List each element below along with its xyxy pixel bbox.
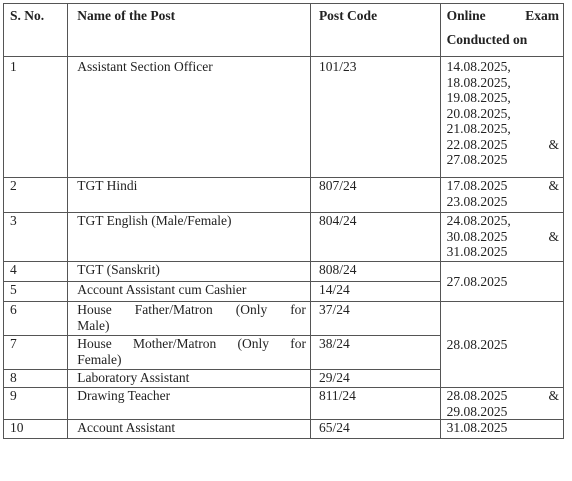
header-exam-date — [440, 4, 563, 57]
row-post-code: 14/24 — [310, 282, 440, 302]
row-sno: 8 — [4, 370, 68, 388]
row-post-name: Laboratory Assistant — [68, 370, 311, 388]
row-exam-dates — [440, 420, 563, 439]
exam-date: 31.08.2025 — [446, 420, 508, 435]
row-post-name: TGT English (Male/Female) — [68, 213, 311, 262]
row-exam-dates — [440, 178, 563, 213]
exam-date: 14.08.2025, — [446, 59, 511, 74]
row-post-name: TGT Hindi — [68, 178, 311, 213]
row-post-code: 65/24 — [310, 420, 440, 439]
ampersand: & — [548, 178, 559, 193]
exam-schedule-table — [3, 3, 564, 439]
table-row — [4, 178, 564, 213]
ampersand: & — [548, 228, 559, 244]
post-name-line: House Father/Matron (Only for — [77, 302, 306, 317]
merged-exam-date: 28.08.2025 — [440, 302, 563, 388]
row-sno: 5 — [4, 282, 68, 302]
row-sno: 3 — [4, 213, 68, 262]
exam-date: 21.08.2025, — [446, 121, 511, 136]
exam-date-with-amp — [447, 388, 559, 404]
exam-date: 22.08.2025 — [446, 136, 508, 152]
row-post-name: Account Assistant cum Cashier — [68, 282, 311, 302]
post-name-line: Female) — [77, 351, 122, 367]
exam-date-with-amp — [447, 229, 559, 245]
exam-date: 19.08.2025, — [446, 90, 511, 105]
table-row — [4, 262, 564, 282]
table-header-row — [4, 4, 564, 57]
row-sno: 10 — [4, 420, 68, 439]
header-sno: S. No. — [4, 4, 68, 57]
merged-exam-date: 27.08.2025 — [440, 262, 563, 302]
row-sno: 7 — [4, 336, 68, 370]
row-post-code: 807/24 — [310, 178, 440, 213]
header-online-exam-line — [447, 8, 559, 24]
exam-date: 29.08.2025 — [446, 403, 508, 419]
row-post-name: Account Assistant — [68, 420, 311, 439]
row-post-code: 101/23 — [310, 57, 440, 178]
exam-date: 24.08.2025, — [446, 213, 511, 228]
table-row — [4, 388, 564, 420]
row-post-code: 811/24 — [310, 388, 440, 420]
table-row — [4, 302, 564, 336]
exam-date: 17.08.2025 — [446, 178, 508, 193]
row-sno: 1 — [4, 57, 68, 178]
exam-date: 23.08.2025 — [446, 193, 508, 209]
row-exam-dates — [440, 213, 563, 262]
row-post-name — [68, 302, 311, 336]
post-name-line: House Mother/Matron (Only for — [77, 336, 306, 351]
row-post-name — [68, 336, 311, 370]
row-post-code: 38/24 — [310, 336, 440, 370]
table-row — [4, 213, 564, 262]
header-online-word: Online — [446, 8, 486, 23]
row-post-code: 804/24 — [310, 213, 440, 262]
row-sno: 2 — [4, 178, 68, 213]
row-post-code: 37/24 — [310, 302, 440, 336]
header-post-code: Post Code — [310, 4, 440, 57]
ampersand: & — [548, 388, 559, 403]
exam-date: 20.08.2025, — [446, 105, 511, 121]
table-row — [4, 420, 564, 439]
row-post-code: 808/24 — [310, 262, 440, 282]
exam-date: 28.08.2025 — [446, 388, 508, 403]
ampersand: & — [548, 136, 559, 152]
header-conducted-on: Conducted on — [446, 31, 528, 47]
table-row — [4, 57, 564, 178]
exam-date: 30.08.2025 — [446, 228, 508, 244]
exam-date-with-amp — [447, 137, 559, 153]
post-name-line: Male) — [77, 317, 110, 333]
exam-date-with-amp — [447, 178, 559, 194]
exam-date: 18.08.2025, — [446, 74, 511, 90]
row-post-name: Drawing Teacher — [68, 388, 311, 420]
exam-date: 27.08.2025 — [446, 152, 508, 167]
exam-date: 31.08.2025 — [446, 244, 508, 259]
header-exam-word: Exam — [525, 8, 559, 23]
row-post-name: Assistant Section Officer — [68, 57, 311, 178]
row-post-code: 29/24 — [310, 370, 440, 388]
header-post-name: Name of the Post — [68, 4, 311, 57]
row-sno: 6 — [4, 302, 68, 336]
row-post-name: TGT (Sanskrit) — [68, 262, 311, 282]
row-sno: 9 — [4, 388, 68, 420]
row-exam-dates — [440, 388, 563, 420]
row-exam-dates — [440, 57, 563, 178]
row-sno: 4 — [4, 262, 68, 282]
